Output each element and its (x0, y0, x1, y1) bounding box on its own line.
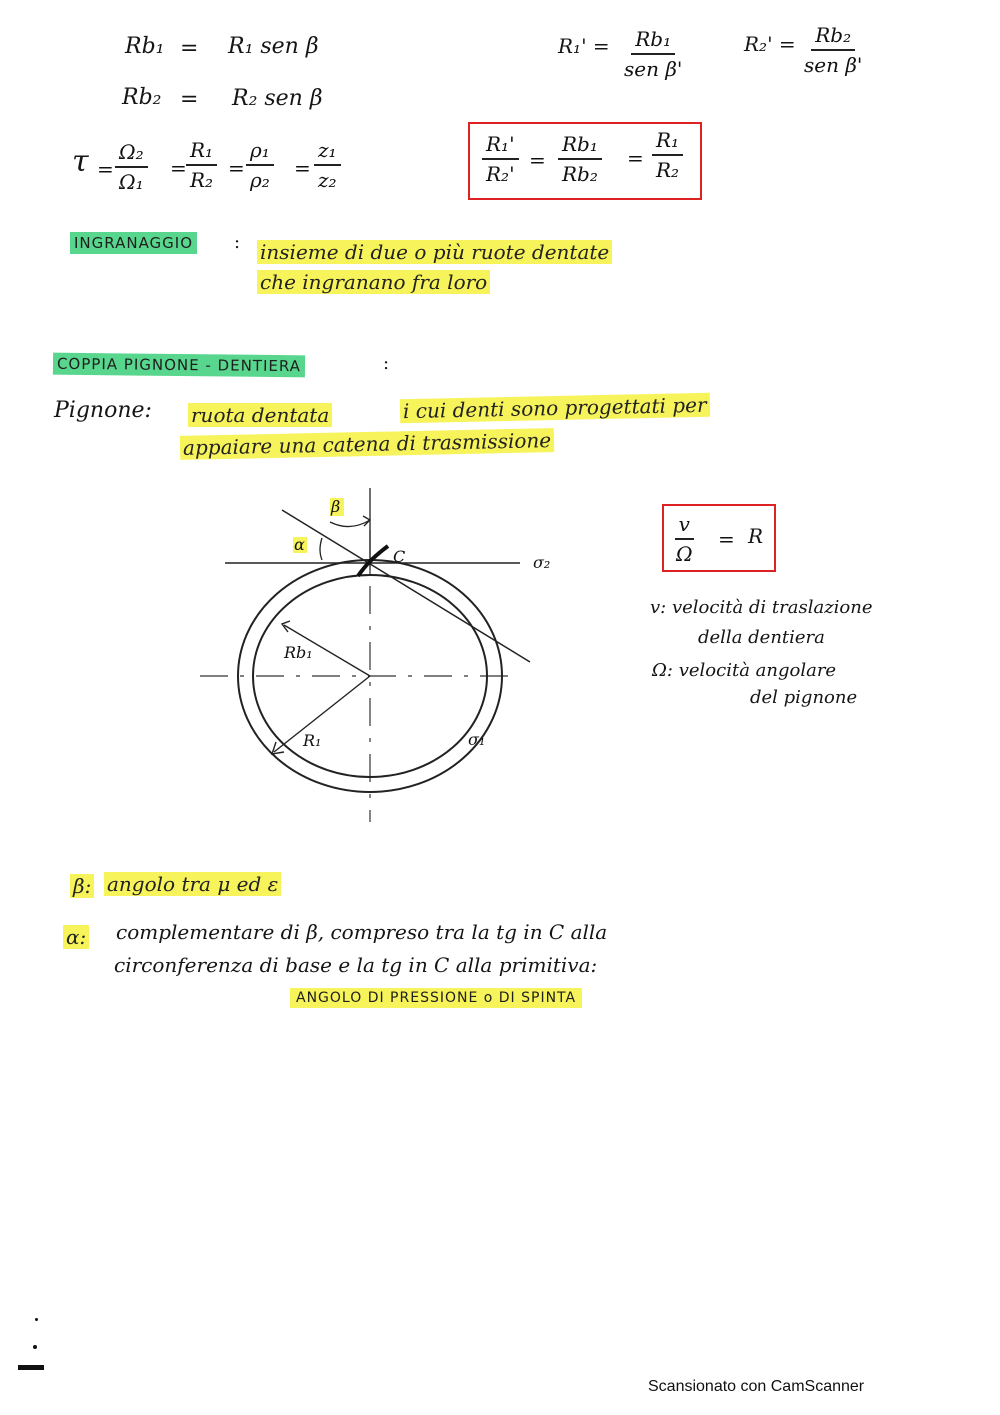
pignone-definition-line2: appaiare una catena di trasmissione (180, 428, 555, 460)
beta-definition-text: angolo tra μ ed ε (104, 872, 281, 896)
tau-fraction-rho (246, 138, 274, 192)
formula-r1prime-fraction (620, 27, 686, 81)
label-c: C (393, 547, 406, 566)
arrowhead (363, 516, 370, 526)
fraction-denominator: sen β' (804, 53, 863, 77)
beta-definition-term: β: (70, 874, 94, 898)
fraction-denominator: R₂ (656, 158, 680, 182)
label-alpha: α (294, 535, 305, 554)
pignone-definition-part2: i cui denti sono progettati per (400, 393, 710, 423)
formula-rb1-eq: = (180, 36, 199, 61)
scan-mark (35, 1318, 38, 1321)
tau-fraction-z (314, 138, 341, 192)
pignone-term: Pignone: (54, 398, 152, 423)
alpha-definition-line2: circonferenza di base e la tg in C alla primitiva: (114, 953, 598, 977)
fraction-numerator: Rb₁ (558, 132, 602, 160)
pressure-angle-highlight: ANGOLO DI PRESSIONE o DI SPINTA (290, 988, 582, 1008)
formula-r2prime-fraction (800, 23, 866, 77)
fraction-denominator: Ω (676, 542, 693, 566)
definition-v-line2: della dentiera (698, 627, 825, 648)
gear-diagram (200, 480, 560, 830)
fraction-numerator: v (675, 512, 694, 540)
scan-mark (33, 1345, 37, 1349)
coppia-heading: COPPIA PIGNONE - DENTIERA (53, 353, 305, 378)
definition-omega-line1: Ω: velocità angolare (652, 660, 837, 681)
boxed-eq: = (529, 148, 546, 172)
boxed-fraction-r-prime (482, 132, 519, 186)
fraction-numerator: Ω₂ (115, 140, 148, 168)
fraction-denominator: z₂ (318, 168, 337, 192)
formula-tau-eq: = (170, 156, 187, 180)
radius-r1 (274, 676, 370, 752)
definition-v-line1: v: velocità di traslazione (650, 597, 873, 618)
ingranaggio-definition-line1: insieme di due o più ruote dentate (257, 240, 612, 264)
camscanner-footer: Scansionato con CamScanner (648, 1378, 865, 1395)
scan-mark (18, 1365, 44, 1370)
coppia-colon: : (383, 353, 390, 374)
fraction-denominator: Ω₁ (119, 170, 144, 194)
fraction-numerator: R₁ (652, 128, 683, 156)
pignone-definition-part1: ruota dentata (188, 403, 332, 427)
formula-rb2-eq: = (180, 87, 199, 112)
alpha-arc (320, 538, 322, 560)
boxed-eq: = (627, 146, 644, 170)
alpha-definition-term: α: (63, 925, 89, 949)
label-rb1: Rb₁ (284, 643, 313, 662)
tau-fraction-radius (186, 138, 217, 192)
formula-tau-eq: = (294, 156, 311, 180)
ingranaggio-term: INGRANAGGIO (70, 232, 197, 254)
fraction-denominator: R₂ (190, 168, 214, 192)
fraction-numerator: Rb₂ (811, 23, 855, 51)
definition-omega-line2: del pignone (750, 687, 858, 708)
fraction-denominator: R₂' (486, 162, 515, 186)
fraction-numerator: Rb₁ (631, 27, 675, 55)
velocity-rhs: R (748, 524, 764, 548)
label-r1: R₁ (303, 731, 322, 750)
boxed-fraction-rb (558, 132, 602, 186)
label-sigma2: σ₂ (533, 553, 551, 572)
label-sigma1: σ₁ (468, 730, 486, 749)
fraction-numerator: z₁ (314, 138, 341, 166)
formula-rb1-lhs: Rb₁ (125, 34, 165, 59)
formula-rb2-rhs: R₂ sen β (232, 86, 323, 111)
fraction-numerator: R₁ (186, 138, 217, 166)
tau-fraction-omega (115, 140, 148, 194)
formula-tau-eq: = (228, 156, 245, 180)
ingranaggio-definition-line2: che ingranano fra loro (257, 270, 490, 294)
velocity-fraction (672, 512, 697, 566)
formula-rb2-lhs: Rb₂ (122, 85, 162, 110)
velocity-eq: = (718, 527, 735, 551)
fraction-denominator: ρ₂ (250, 168, 270, 192)
label-beta: β (331, 497, 341, 516)
formula-tau-symbol: τ (72, 144, 89, 179)
fraction-numerator: R₁' (482, 132, 519, 160)
formula-rb1-rhs: R₁ sen β (228, 34, 319, 59)
fraction-denominator: sen β' (624, 57, 683, 81)
alpha-definition-line1: complementare di β, compreso tra la tg in C alla (116, 920, 608, 944)
formula-tau-eq: = (97, 157, 114, 181)
fraction-numerator: ρ₁ (246, 138, 274, 166)
fraction-denominator: Rb₂ (562, 162, 598, 186)
boxed-fraction-r (652, 128, 683, 182)
formula-r1prime-lhs: R₁' = (558, 34, 610, 58)
ingranaggio-colon: : (234, 232, 241, 253)
formula-r2prime-lhs: R₂' = (744, 32, 796, 56)
